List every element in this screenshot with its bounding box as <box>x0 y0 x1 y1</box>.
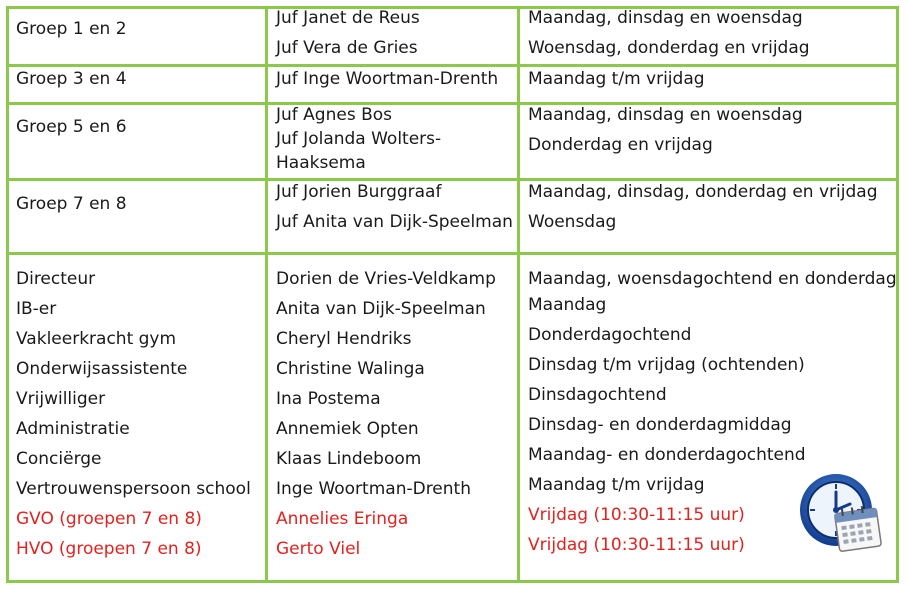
group-label: Groep 3 en 4 <box>16 69 127 89</box>
group-cell <box>16 64 127 94</box>
days-cell <box>528 100 803 160</box>
staff-role: Directeur <box>16 269 96 289</box>
staff-days: Dinsdag t/m vrijdag (ochtenden) <box>528 355 805 375</box>
staff-role: HVO (groepen 7 en 8) <box>16 539 202 559</box>
group-cell <box>16 112 127 142</box>
teacher-name: Juf Jorien Burggraaf <box>276 182 442 202</box>
table-border-left <box>6 6 9 583</box>
staff-role: GVO (groepen 7 en 8) <box>16 509 202 529</box>
staff-role: Administratie <box>16 419 130 439</box>
staff-name: Christine Walinga <box>276 359 425 379</box>
days-text: Maandag, dinsdag en woensdag <box>528 8 803 28</box>
teacher-name: Juf Agnes Bos <box>276 105 393 125</box>
teacher-name: Juf Jolanda Wolters- <box>276 129 442 149</box>
table-border-bottom <box>6 580 899 583</box>
staff-role: Vakleerkracht gym <box>16 329 177 349</box>
staff-days: Maandag t/m vrijdag <box>528 475 705 495</box>
staff-days: Maandag, woensdagochtend en donderdag <box>528 269 897 289</box>
group-cell <box>16 14 127 44</box>
days-text: Maandag t/m vrijdag <box>528 69 705 89</box>
staff-role: Vertrouwenspersoon school <box>16 479 251 499</box>
calendar-clock-icon <box>796 470 886 558</box>
staff-name: Annelies Eringa <box>276 509 409 529</box>
group-label: Groep 7 en 8 <box>16 194 127 214</box>
staff-role: Vrijwilliger <box>16 389 106 409</box>
staff-days: Dinsdagochtend <box>528 385 667 405</box>
days-cell <box>528 177 877 237</box>
teacher-name: Juf Inge Woortman-Drenth <box>276 69 499 89</box>
teacher-name: Haaksema <box>276 153 366 173</box>
days-text: Maandag, dinsdag en woensdag <box>528 105 803 125</box>
staff-role: Conciërge <box>16 449 102 469</box>
staff-name: Cheryl Hendriks <box>276 329 412 349</box>
staff-days: Vrijdag (10:30-11:15 uur) <box>528 535 745 555</box>
staff-name: Anita van Dijk-Speelman <box>276 299 486 319</box>
days-cell <box>528 64 705 94</box>
group-label: Groep 5 en 6 <box>16 117 127 137</box>
staff-name: Ina Postema <box>276 389 381 409</box>
days-text: Donderdag en vrijdag <box>528 135 713 155</box>
days-text: Maandag, dinsdag, donderdag en vrijdag <box>528 182 878 202</box>
column-divider <box>265 6 268 583</box>
teacher-cell <box>276 103 441 175</box>
staff-days: Maandag <box>528 295 607 315</box>
staff-name: Dorien de Vries-Veldkamp <box>276 269 496 289</box>
teacher-cell <box>276 64 498 94</box>
teacher-name: Juf Janet de Reus <box>276 8 420 28</box>
teacher-cell <box>276 177 513 237</box>
teacher-name: Juf Anita van Dijk-Speelman <box>276 212 513 232</box>
days-cell <box>528 3 810 63</box>
staff-name: Gerto Viel <box>276 539 361 559</box>
staff-days: Maandag- en donderdagochtend <box>528 445 806 465</box>
staff-name: Annemiek Opten <box>276 419 419 439</box>
staff-name: Inge Woortman-Drenth <box>276 479 471 499</box>
teacher-name: Juf Vera de Gries <box>276 38 418 58</box>
days-text: Woensdag <box>528 212 617 232</box>
staff-role: IB-er <box>16 299 57 319</box>
staff-days: Vrijdag (10:30-11:15 uur) <box>528 505 745 525</box>
column-divider <box>517 6 520 583</box>
row-divider <box>6 252 899 255</box>
staff-role: Onderwijsassistente <box>16 359 188 379</box>
days-text: Woensdag, donderdag en vrijdag <box>528 38 810 58</box>
staff-days: Dinsdag- en donderdagmiddag <box>528 415 792 435</box>
staff-roles-cell <box>16 264 251 564</box>
staff-names-cell <box>276 264 496 564</box>
teacher-cell <box>276 3 420 63</box>
staff-name: Klaas Lindeboom <box>276 449 422 469</box>
staff-days: Donderdagochtend <box>528 325 692 345</box>
group-cell <box>16 189 127 219</box>
group-label: Groep 1 en 2 <box>16 19 127 39</box>
